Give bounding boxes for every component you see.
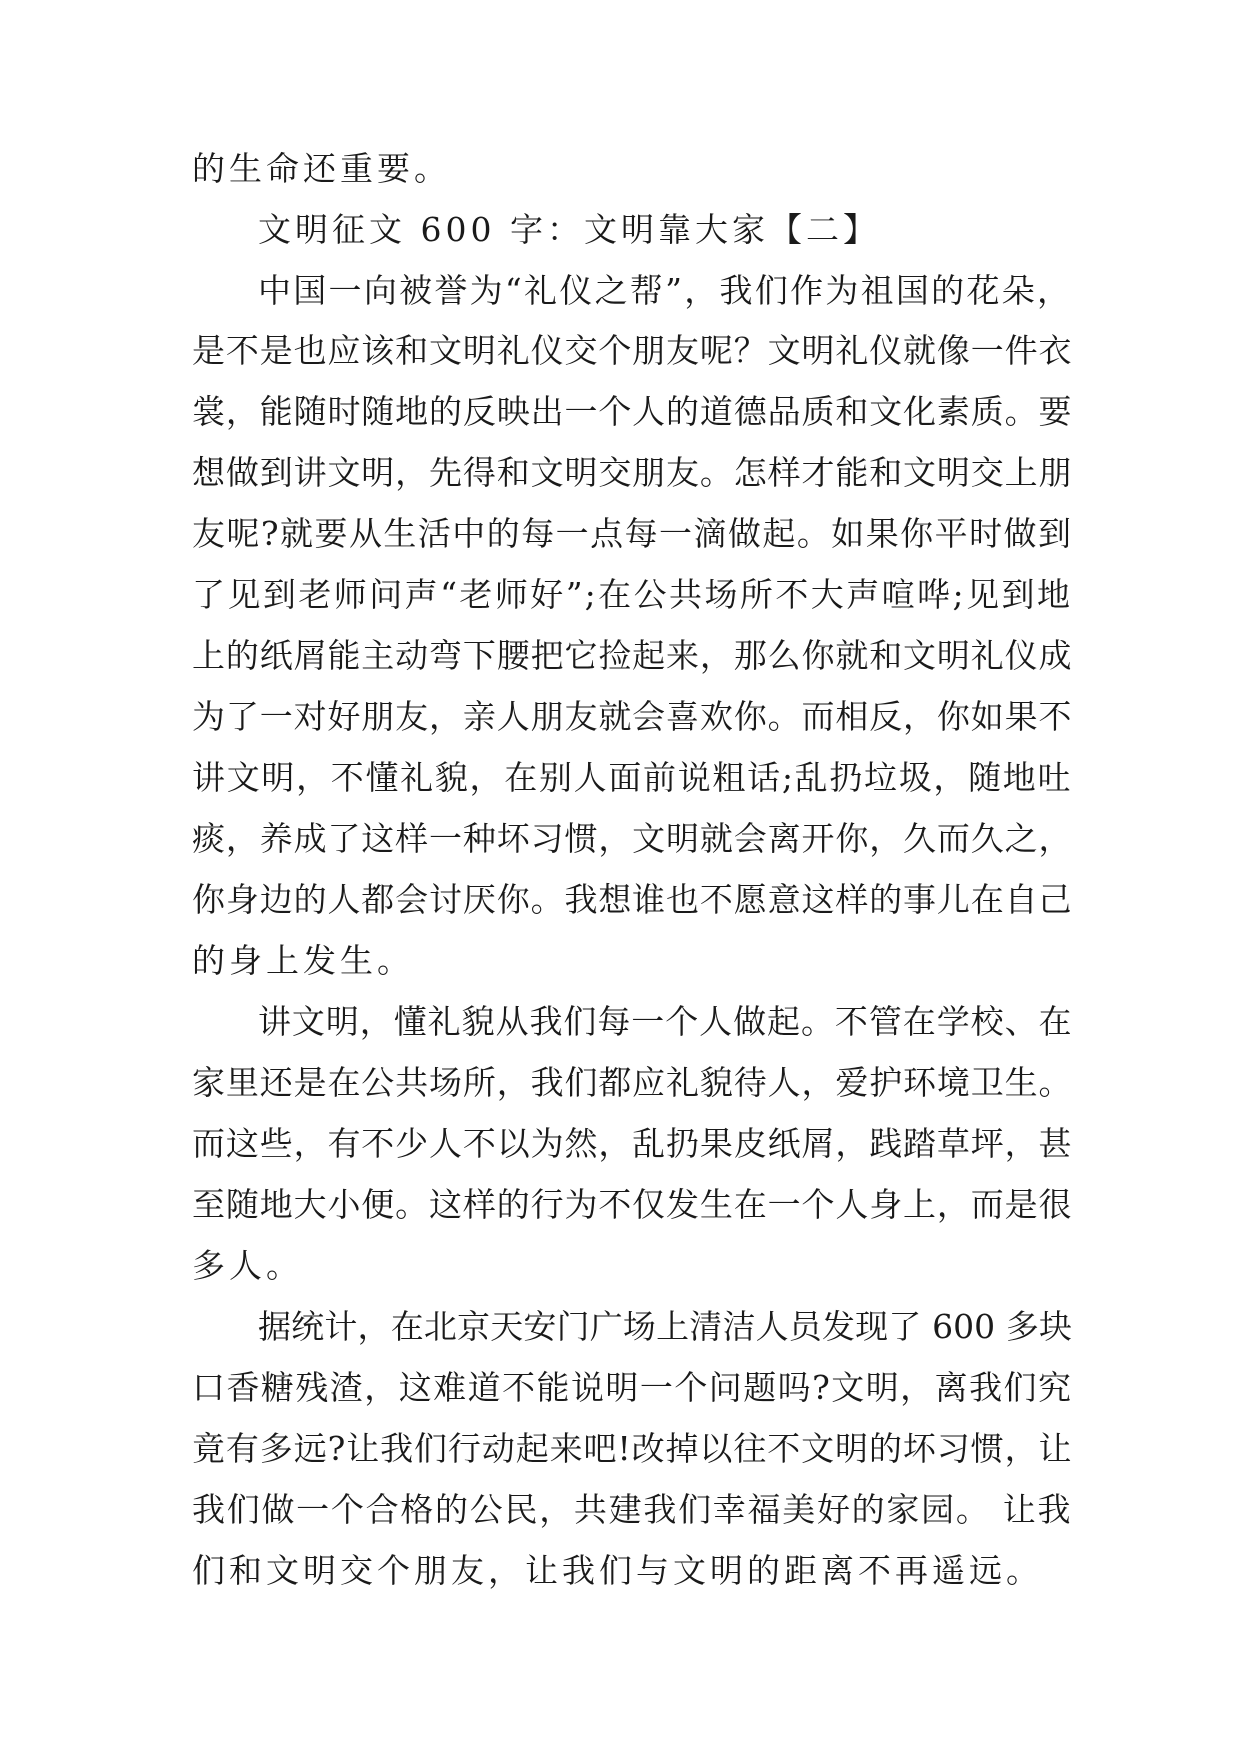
text-line: 讲文明，不懂礼貌，在别人面前说粗话;乱扔垃圾，随地吐 — [192, 758, 1072, 797]
text-line: 了见到老师问声“老师好”;在公共场所不大声喧哗;见到地 — [192, 575, 1072, 614]
text-line: 想做到讲文明，先得和文明交朋友。怎样才能和文明交上朋 — [192, 453, 1072, 492]
text-line: 痰，养成了这样一种坏习惯，文明就会离开你，久而久之， — [192, 819, 1072, 858]
text-line: 们和文明交个朋友，让我们与文明的距离不再遥远。 — [192, 1551, 1043, 1590]
text-line: 的身上发生。 — [192, 941, 414, 980]
text-line: 至随地大小便。这样的行为不仅发生在一个人身上，而是很 — [192, 1185, 1072, 1224]
text-line: 而这些，有不少人不以为然，乱扔果皮纸屑，践踏草坪，甚 — [192, 1124, 1072, 1163]
section-heading: 文明征文 600 字：文明靠大家【二】 — [258, 210, 880, 249]
text-line: 裳，能随时随地的反映出一个人的道德品质和文化素质。要 — [192, 392, 1072, 431]
text-line: 你身边的人都会讨厌你。我想谁也不愿意这样的事儿在自己 — [192, 880, 1072, 919]
text-line: 我们做一个合格的公民，共建我们幸福美好的家园。 让我 — [192, 1490, 1072, 1529]
text-line: 家里还是在公共场所，我们都应礼貌待人，爱护环境卫生。 — [192, 1063, 1072, 1102]
text-line: 竟有多远?让我们行动起来吧!改掉以往不文明的坏习惯，让 — [192, 1429, 1072, 1468]
text-line: 友呢?就要从生活中的每一点每一滴做起。如果你平时做到 — [192, 514, 1072, 553]
text-line: 多人。 — [192, 1246, 303, 1285]
text-line: 上的纸屑能主动弯下腰把它捡起来，那么你就和文明礼仪成 — [192, 636, 1072, 675]
text-line: 据统计，在北京天安门广场上清洁人员发现了 600 多块 — [258, 1307, 1072, 1346]
text-line: 的生命还重要。 — [192, 149, 451, 188]
text-line: 是不是也应该和文明礼仪交个朋友呢？文明礼仪就像一件衣 — [192, 331, 1072, 370]
text-line: 口香糖残渣，这难道不能说明一个问题吗?文明，离我们究 — [192, 1368, 1072, 1407]
text-line: 为了一对好朋友，亲人朋友就会喜欢你。而相反，你如果不 — [192, 697, 1072, 736]
text-line: 中国一向被誉为“礼仪之帮”，我们作为祖国的花朵， — [258, 271, 1072, 310]
text-line: 讲文明，懂礼貌从我们每一个人做起。不管在学校、在 — [258, 1002, 1072, 1041]
